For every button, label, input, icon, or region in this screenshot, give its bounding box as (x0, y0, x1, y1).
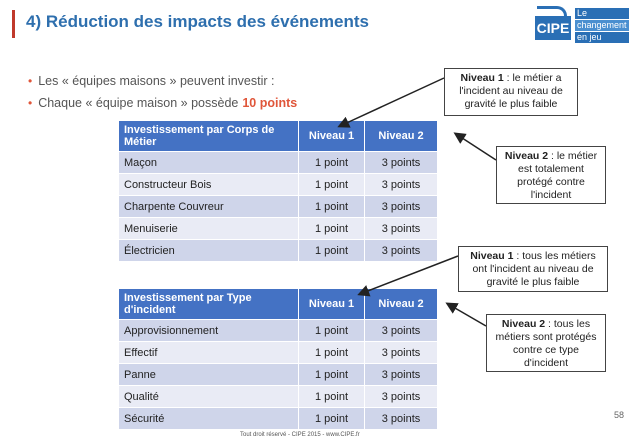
callout-heading: Niveau 1 (460, 72, 504, 84)
bullet-dot-icon: • (28, 96, 33, 110)
callout-heading: Niveau 2 (501, 318, 546, 330)
level2-cost: 3 points (365, 342, 438, 364)
copyright-footer: Tout droit réservé - CIPE 2015 - www.CIPE.fr (240, 432, 360, 438)
level2-cost: 3 points (365, 196, 438, 218)
level2-cost: 3 points (365, 320, 438, 342)
level1-cost: 1 point (299, 386, 365, 408)
bullet-text: Les « équipes maisons » peuvent investir : (38, 74, 275, 88)
page-number: 58 (613, 410, 624, 420)
logo-tagline (575, 8, 629, 44)
incident-investment-table (118, 288, 438, 430)
row-label: Approvisionnement (119, 320, 299, 342)
level2-cost: 3 points (365, 174, 438, 196)
callout-level1-trade (444, 68, 578, 116)
level2-cost: 3 points (365, 408, 438, 430)
arrow-to-level2-header (448, 304, 486, 326)
row-label: Menuiserie (119, 218, 299, 240)
table-row (119, 218, 438, 240)
bullet-list (28, 70, 297, 114)
column-header: Investissement par Type d'incident (119, 289, 299, 320)
column-header: Investissement par Corps de Métier (119, 121, 299, 152)
level1-cost: 1 point (299, 240, 365, 262)
column-header: Niveau 1 (299, 121, 365, 152)
level2-cost: 3 points (365, 218, 438, 240)
level1-cost: 1 point (299, 364, 365, 386)
level1-cost: 1 point (299, 320, 365, 342)
table-header-row (119, 289, 438, 320)
bullet-item (28, 70, 297, 92)
level1-cost: 1 point (299, 218, 365, 240)
table-row (119, 152, 438, 174)
table-row (119, 386, 438, 408)
level2-cost: 3 points (365, 386, 438, 408)
logo-brand: CIPE (535, 16, 571, 40)
level1-cost: 1 point (299, 408, 365, 430)
table-row (119, 342, 438, 364)
row-label: Constructeur Bois (119, 174, 299, 196)
bullet-item (28, 92, 297, 114)
title-accent-bar (12, 10, 15, 38)
column-header: Niveau 2 (365, 289, 438, 320)
level2-cost: 3 points (365, 152, 438, 174)
row-label: Charpente Couvreur (119, 196, 299, 218)
table-row (119, 240, 438, 262)
table-row (119, 196, 438, 218)
callout-level2-incident (486, 314, 606, 372)
arrow-to-level1-header (340, 78, 444, 126)
table-row (119, 364, 438, 386)
callout-heading: Niveau 2 (504, 150, 549, 162)
callout-level2-trade (496, 146, 606, 204)
table-header-row (119, 121, 438, 152)
bullet-dot-icon: • (28, 74, 33, 88)
logo-line: Le (575, 8, 629, 19)
callout-level1-incident (458, 246, 608, 292)
table-row (119, 408, 438, 430)
points-highlight: 10 points (242, 96, 298, 110)
level2-cost: 3 points (365, 364, 438, 386)
level2-cost: 3 points (365, 240, 438, 262)
level1-cost: 1 point (299, 174, 365, 196)
row-label: Sécurité (119, 408, 299, 430)
logo-line: en jeu (575, 32, 629, 43)
bullet-text: Chaque « équipe maison » possède (38, 96, 239, 110)
logo-line: changement (575, 20, 629, 31)
callout-text: : le métier est totalement protégé contre l'incident (517, 150, 598, 201)
row-label: Qualité (119, 386, 299, 408)
column-header: Niveau 2 (365, 121, 438, 152)
slide-title: 4) Réduction des impacts des événements (26, 12, 369, 31)
column-header: Niveau 1 (299, 289, 365, 320)
row-label: Panne (119, 364, 299, 386)
row-label: Effectif (119, 342, 299, 364)
cipe-logo (535, 6, 633, 44)
row-label: Électricien (119, 240, 299, 262)
level1-cost: 1 point (299, 152, 365, 174)
trade-investment-table (118, 120, 438, 262)
callout-heading: Niveau 1 (470, 250, 514, 262)
table-row (119, 320, 438, 342)
row-label: Maçon (119, 152, 299, 174)
callout-text: : tous les métiers ont l'incident au niveau de gravité le plus faible (472, 250, 596, 288)
table-row (119, 174, 438, 196)
arrow-to-level2-header (456, 134, 496, 160)
level1-cost: 1 point (299, 196, 365, 218)
callout-text: : tous les métiers sont protégés contre ce type d'incident (495, 318, 597, 369)
callout-text: : le métier a l'incident au niveau de gravité le plus faible (459, 72, 563, 110)
level1-cost: 1 point (299, 342, 365, 364)
